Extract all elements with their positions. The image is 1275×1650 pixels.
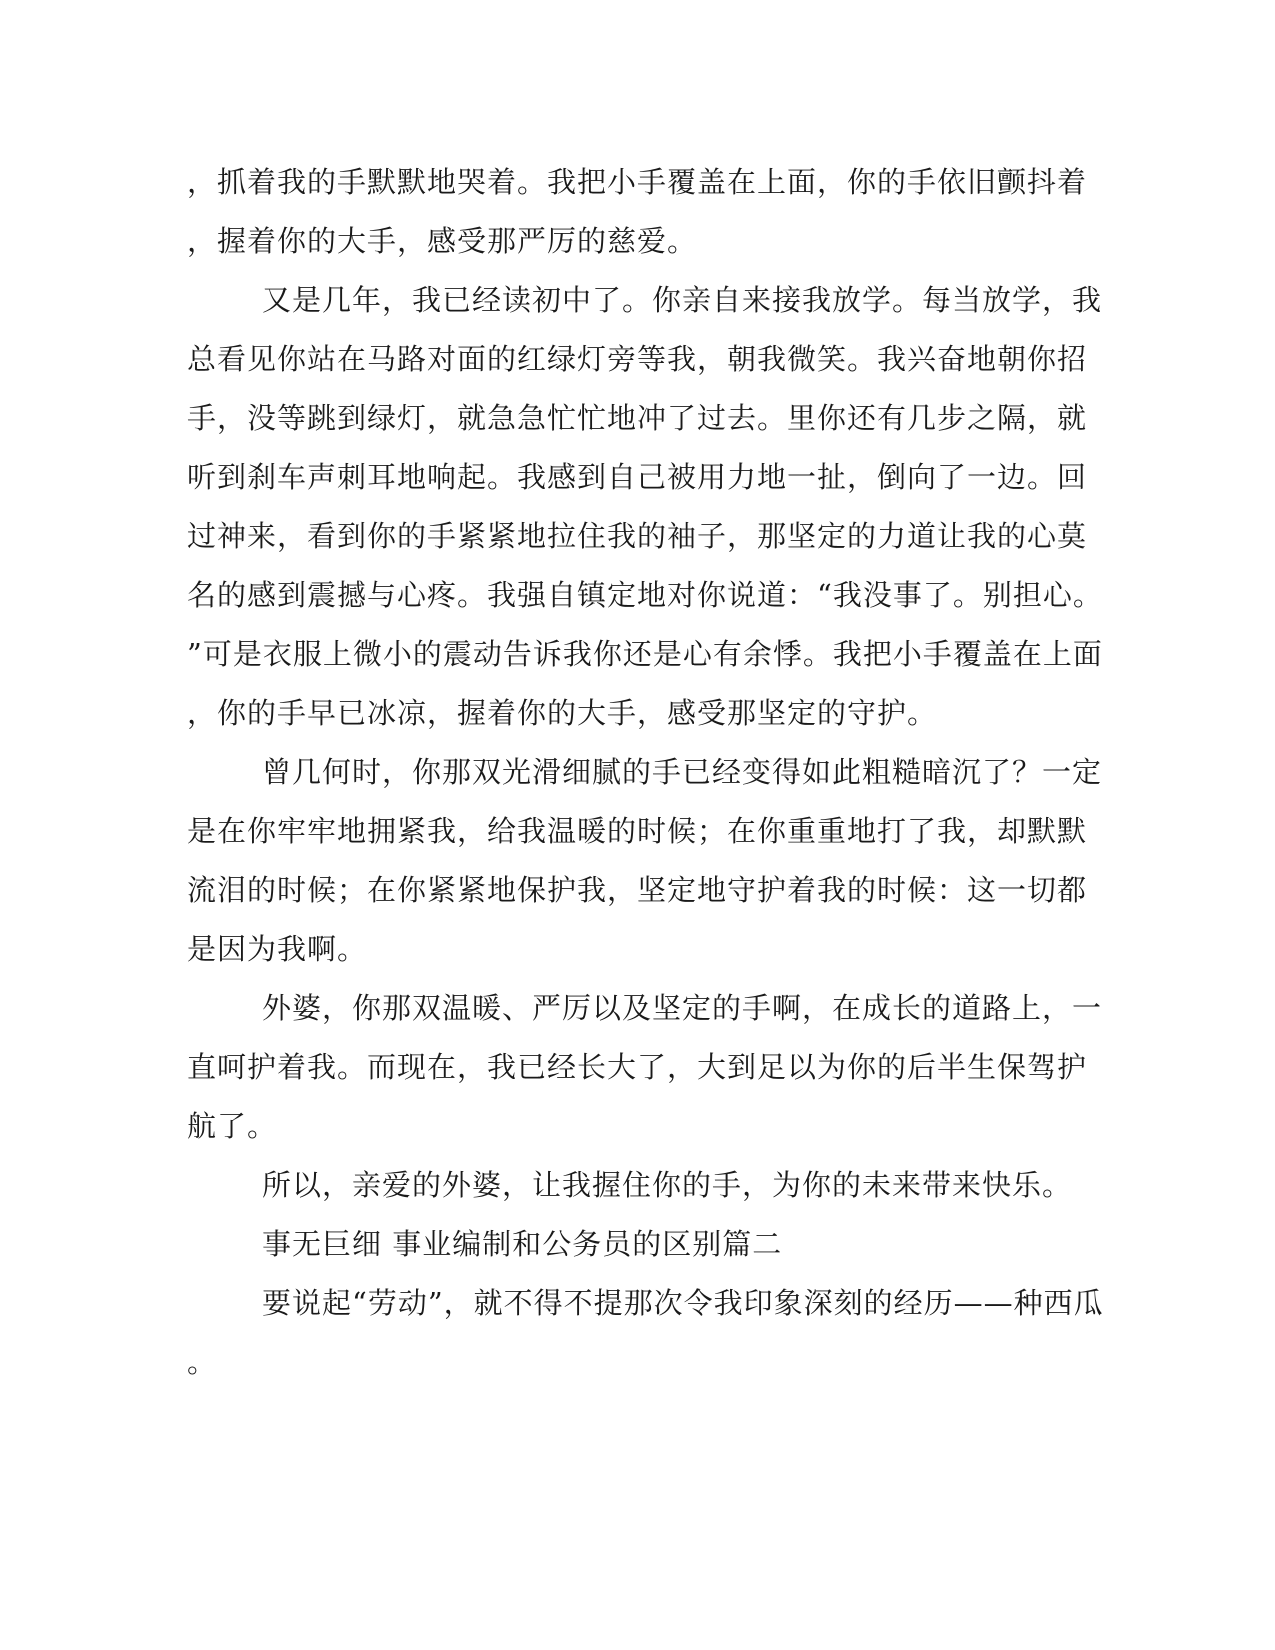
paragraph-start: 要说起“劳动”，就不得不提那次令我印象深刻的经历——种西瓜 <box>262 1286 1104 1320</box>
text-line: 直呵护着我。而现在，我已经长大了，大到足以为你的后半生保驾护 <box>187 1050 1088 1084</box>
paragraph-start: 所以，亲爱的外婆，让我握住你的手，为你的未来带来快乐。 <box>262 1168 1073 1202</box>
text-line: 总看见你站在马路对面的红绿灯旁等我，朝我微笑。我兴奋地朝你招 <box>187 342 1088 376</box>
text-line: 是因为我啊。 <box>187 932 368 966</box>
paragraph-start: 又是几年，我已经读初中了。你亲自来接我放学。每当放学，我 <box>262 283 1103 317</box>
text-line: 过神来，看到你的手紧紧地拉住我的袖子，那坚定的力道让我的心莫 <box>187 519 1088 553</box>
paragraph-start: 外婆，你那双温暖、严厉以及坚定的手啊，在成长的道路上，一 <box>262 991 1103 1025</box>
section-heading: 事无巨细 事业编制和公务员的区别篇二 <box>262 1227 783 1261</box>
text-line: ，你的手早已冰凉，握着你的大手，感受那坚定的守护。 <box>187 696 938 730</box>
text-line: 。 <box>187 1345 218 1379</box>
text-line: 手，没等跳到绿灯，就急急忙忙地冲了过去。里你还有几步之隔，就 <box>187 401 1088 435</box>
text-line: 听到刹车声刺耳地响起。我感到自己被用力地一扯，倒向了一边。回 <box>187 460 1088 494</box>
text-line: 名的感到震撼与心疼。我强自镇定地对你说道：“我没事了。别担心。 <box>187 578 1103 612</box>
text-line: ，抓着我的手默默地哭着。我把小手覆盖在上面，你的手依旧颤抖着 <box>187 165 1088 199</box>
text-line: ，握着你的大手，感受那严厉的慈爱。 <box>187 224 698 258</box>
text-line: 流泪的时候；在你紧紧地保护我，坚定地守护着我的时候：这一切都 <box>187 873 1088 907</box>
text-line: 航了。 <box>187 1109 278 1143</box>
paragraph-start: 曾几何时，你那双光滑细腻的手已经变得如此粗糙暗沉了？一定 <box>262 755 1103 789</box>
text-line: ”可是衣服上微小的震动告诉我你还是心有余悸。我把小手覆盖在上面 <box>187 637 1103 671</box>
text-line: 是在你牢牢地拥紧我，给我温暖的时候；在你重重地打了我，却默默 <box>187 814 1088 848</box>
